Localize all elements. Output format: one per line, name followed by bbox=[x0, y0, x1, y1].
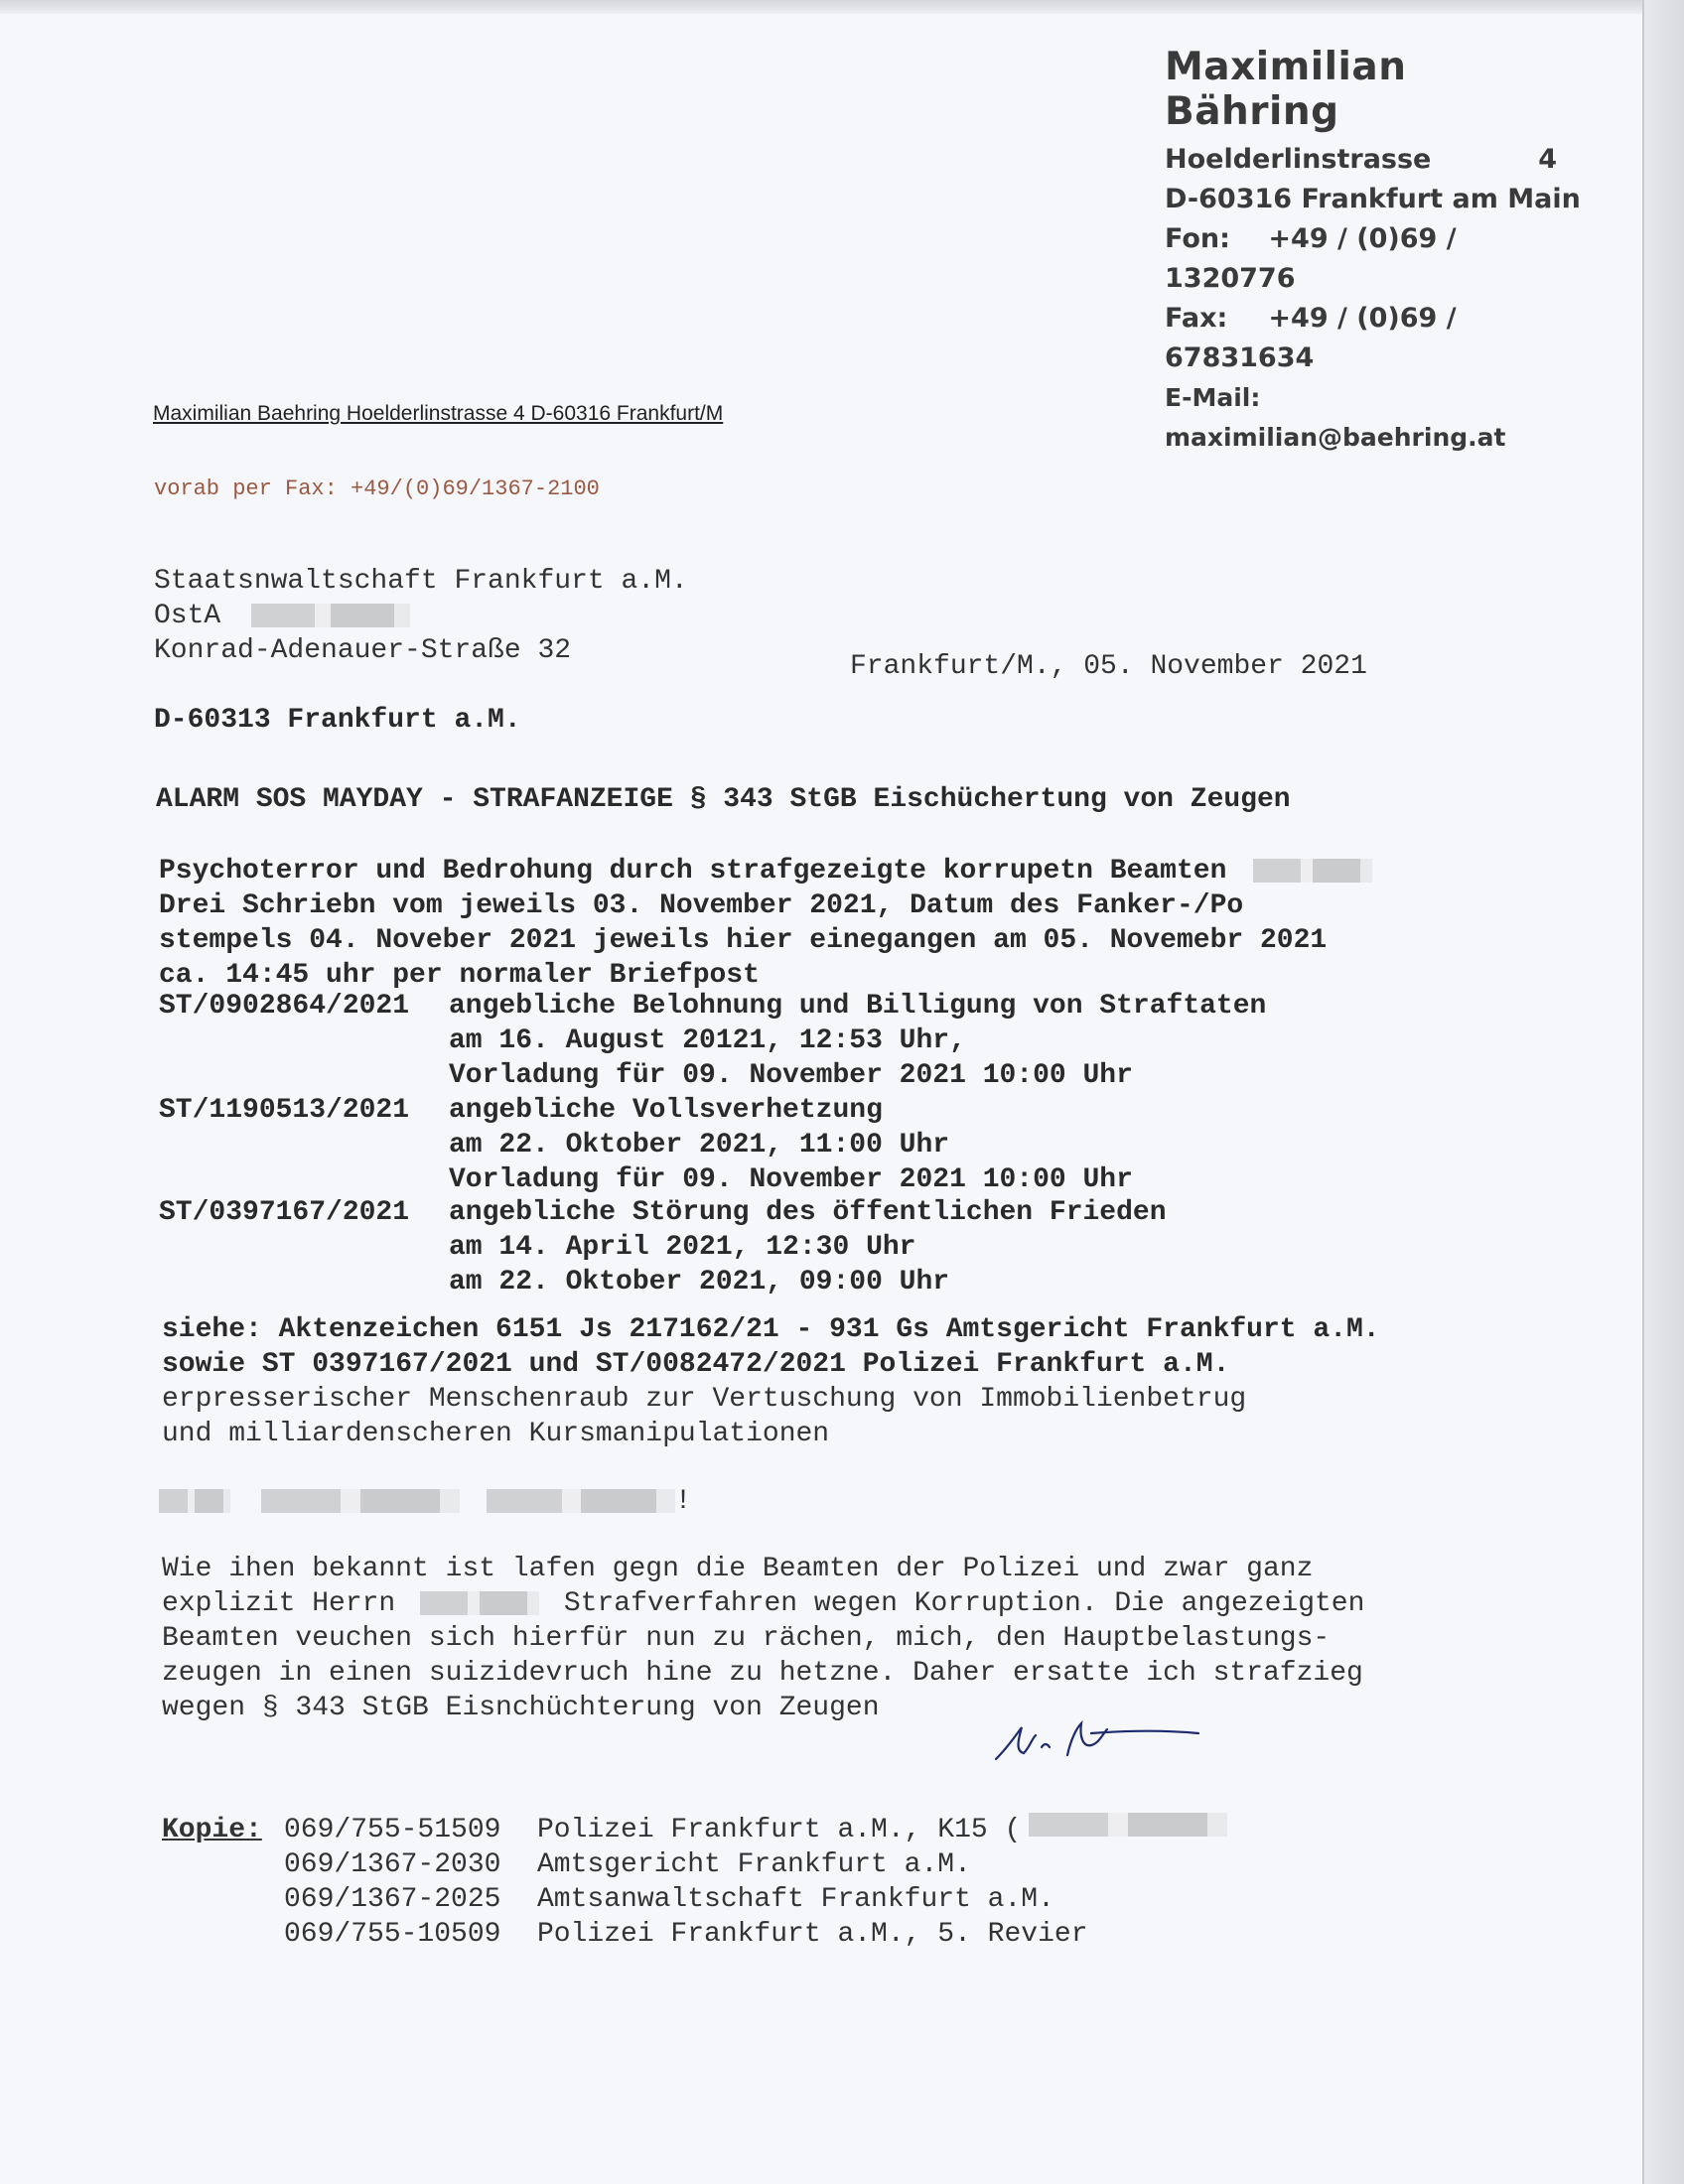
redaction-block bbox=[261, 1489, 460, 1513]
return-address: Maximilian Baehring Hoelderlinstrasse 4 D-60316 Frankfurt/M bbox=[153, 402, 724, 425]
sender-email: E-Mail: maximilian@baehring.at bbox=[1165, 383, 1506, 452]
copies-block bbox=[162, 1813, 1453, 1952]
salutation-line bbox=[159, 1484, 691, 1519]
case-line: angebliche Störung des öffentlichen Frieden bbox=[449, 1197, 1167, 1228]
redaction-block bbox=[1253, 859, 1372, 883]
reference-line2: sowie ST 0397167/2021 und ST/0082472/2021 Polizei Frankfurt a.M. bbox=[162, 1349, 1230, 1380]
redaction-block bbox=[487, 1489, 675, 1513]
sender-street-row bbox=[1165, 140, 1557, 180]
case-line: angebliche Belohnung und Billigung von Straftaten bbox=[449, 991, 1267, 1022]
intro-line1: Psychoterror und Bedrohung durch strafgezeigte korrupetn Beamten bbox=[159, 856, 1227, 887]
redaction-block bbox=[420, 1591, 539, 1615]
recipient-line4: D-60313 Frankfurt a.M. bbox=[154, 705, 521, 736]
case-line: am 14. April 2021, 12:30 Uhr bbox=[449, 1232, 916, 1263]
body-line2a: explizit Herrn bbox=[162, 1588, 396, 1619]
recipient-line3: Konrad-Adenauer-Straße 32 bbox=[154, 635, 572, 666]
copy-text: Polizei Frankfurt a.M., 5. Revier bbox=[537, 1919, 1088, 1950]
copy-text: Amtsgericht Frankfurt a.M. bbox=[537, 1849, 971, 1880]
copy-indent bbox=[162, 1847, 284, 1882]
sender-fax-label: Fax: bbox=[1165, 303, 1228, 334]
intro-line3: stempels 04. Noveber 2021 jeweils hier einegangen am 05. Novemebr 2021 bbox=[159, 925, 1328, 956]
sender-fax: +49 / (0)69 / 67831634 bbox=[1165, 303, 1457, 373]
reference-line4: und milliardenscheren Kursmanipulationen bbox=[162, 1419, 830, 1449]
reference-line3: erpresserischer Menschenraub zur Vertuschung von Immobilienbetrug bbox=[162, 1384, 1247, 1415]
sender-city: D-60316 Frankfurt am Main bbox=[1165, 184, 1581, 214]
intro-line1-row bbox=[159, 854, 1549, 888]
copy-number: 069/755-51509 bbox=[284, 1815, 501, 1845]
copy-row bbox=[162, 1813, 1453, 1847]
recipient-line2-row bbox=[154, 599, 688, 633]
handwritten-signature bbox=[988, 1707, 1206, 1777]
body-line2b: Strafverfahren wegen Korruption. Die angezeigten bbox=[563, 1588, 1365, 1619]
body-line5: wegen § 343 StGB Eisnchüchterung von Zeugen bbox=[162, 1693, 880, 1723]
letter-date: Frankfurt/M., 05. November 2021 bbox=[850, 651, 1367, 682]
redaction-block bbox=[1029, 1813, 1227, 1837]
case-1 bbox=[159, 989, 1549, 1093]
salutation-end: ! bbox=[674, 1486, 692, 1517]
sender-fon-label: Fon: bbox=[1165, 223, 1230, 254]
scan-top-edge bbox=[0, 0, 1684, 14]
reference-block bbox=[162, 1312, 1552, 1451]
case-line: am 22. Oktober 2021, 09:00 Uhr bbox=[449, 1267, 950, 1297]
subject-line: ALARM SOS MAYDAY - STRAFANZEIGE § 343 StGB Eischüchertung von Zeugen bbox=[156, 784, 1291, 815]
case-2 bbox=[159, 1093, 1549, 1197]
body-line2-row bbox=[162, 1586, 1552, 1621]
sender-street: Hoelderlinstrasse bbox=[1165, 144, 1432, 175]
recipient-line2: OstA bbox=[154, 601, 221, 631]
copy-indent bbox=[162, 1917, 284, 1952]
case-line: Vorladung für 09. November 2021 10:00 Uhr bbox=[449, 1060, 1133, 1091]
sender-name: Maximilian Bähring bbox=[1165, 45, 1407, 134]
intro-line2: Drei Schriebn vom jeweils 03. November 2021, Datum des Fanker-/Po bbox=[159, 890, 1244, 921]
case-number: ST/0397167/2021 bbox=[159, 1197, 410, 1228]
body-line1: Wie ihen bekannt ist lafen gegn die Beamten der Polizei und zwar ganz bbox=[162, 1554, 1314, 1584]
copy-number: 069/755-10509 bbox=[284, 1919, 501, 1950]
body-line4: zeugen in einen suizidevruch hine zu hetzne. Daher ersatte ich strafzieg bbox=[162, 1658, 1363, 1689]
copy-row bbox=[162, 1882, 1453, 1917]
sender-fax-row bbox=[1165, 299, 1582, 378]
intro-line4: ca. 14:45 uhr per normaler Briefpost bbox=[159, 960, 760, 991]
copy-row bbox=[162, 1917, 1453, 1952]
sender-fon-row bbox=[1165, 219, 1582, 299]
redaction-block bbox=[251, 604, 410, 627]
copy-text: Polizei Frankfurt a.M., K15 ( bbox=[537, 1815, 1022, 1845]
case-line: Vorladung für 09. November 2021 10:00 Uhr bbox=[449, 1164, 1133, 1195]
case-3 bbox=[159, 1195, 1549, 1299]
reference-line1: siehe: Aktenzeichen 6151 Js 217162/21 - 931 Gs Amtsgericht Frankfurt a.M. bbox=[162, 1314, 1380, 1345]
body-paragraph bbox=[162, 1552, 1552, 1725]
sender-street-number: 4 bbox=[1538, 144, 1557, 175]
copy-number: 069/1367-2025 bbox=[284, 1884, 501, 1915]
sender-letterhead bbox=[1165, 45, 1582, 458]
sender-fon: +49 / (0)69 / 1320776 bbox=[1165, 223, 1457, 294]
case-number: ST/0902864/2021 bbox=[159, 991, 410, 1022]
case-line: am 16. August 20121, 12:53 Uhr, bbox=[449, 1025, 966, 1056]
copy-indent bbox=[162, 1882, 284, 1917]
copies-label: Kopie: bbox=[162, 1815, 262, 1845]
fax-note: vorab per Fax: +49/(0)69/1367-2100 bbox=[154, 477, 600, 501]
redaction-block bbox=[159, 1489, 230, 1513]
scan-right-edge bbox=[1642, 0, 1684, 2184]
recipient-line1: Staatsnwaltschaft Frankfurt a.M. bbox=[154, 566, 688, 597]
case-line: angebliche Vollsverhetzung bbox=[449, 1095, 883, 1126]
body-line3: Beamten veuchen sich hierfür nun zu rächen, mich, den Hauptbelastungs- bbox=[162, 1623, 1331, 1654]
recipient-block bbox=[154, 564, 688, 668]
copy-row bbox=[162, 1847, 1453, 1882]
copy-text: Amtsanwaltschaft Frankfurt a.M. bbox=[537, 1884, 1054, 1915]
copy-number: 069/1367-2030 bbox=[284, 1849, 501, 1880]
case-line: am 22. Oktober 2021, 11:00 Uhr bbox=[449, 1130, 950, 1160]
case-number: ST/1190513/2021 bbox=[159, 1095, 410, 1126]
intro-block bbox=[159, 854, 1549, 993]
